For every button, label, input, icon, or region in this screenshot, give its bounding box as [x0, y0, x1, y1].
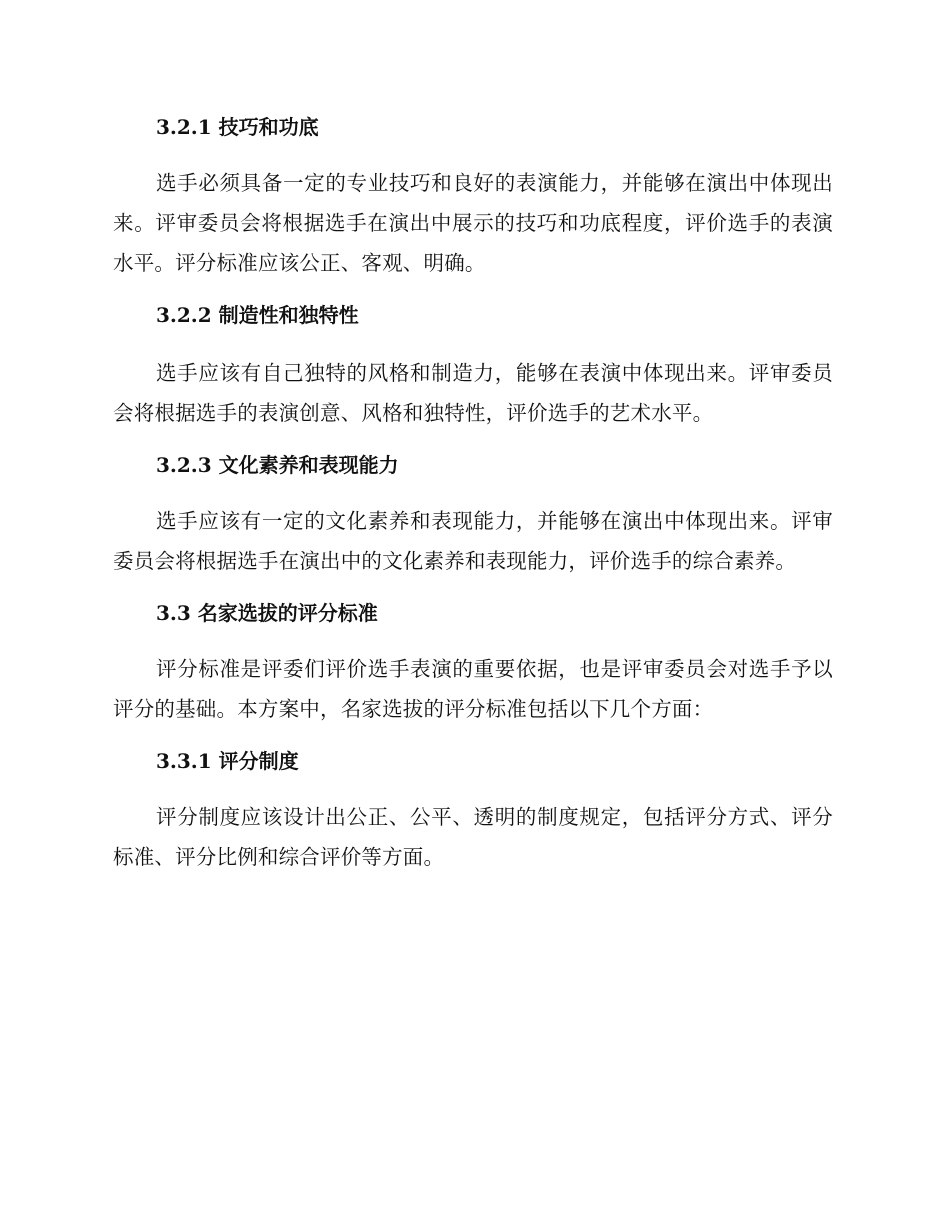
- section-paragraph-3-2-3: 选手应该有一定的文化素养和表现能力，并能够在演出中体现出来。评审委员会将根据选手在演出中的文化素养和表现能力，评价选手的综合素养。: [113, 509, 833, 573]
- document-body: [113, 108, 833, 877]
- section-heading-3-3-1: 3.3.1 评分制度: [156, 749, 299, 773]
- section-paragraph-3-3: 评分标准是评委们评价选手表演的重要依据，也是评审委员会对选手予以评分的基础。本方案中，名家选拔的评分标准包括以下几个方面：: [113, 657, 833, 721]
- section-paragraph-3-3-1: 评分制度应该设计出公正、公平、透明的制度规定，包括评分方式、评分标准、评分比例和综合评价等方面。: [113, 805, 833, 869]
- section-heading-3-3: 3.3 名家选拔的评分标准: [156, 601, 378, 625]
- section-heading-3-2-2: 3.2.2 制造性和独特性: [156, 303, 359, 327]
- section-heading-3-2-3: 3.2.3 文化素养和表现能力: [156, 453, 399, 477]
- section-paragraph-3-2-2: 选手应该有自己独特的风格和制造力，能够在表演中体现出来。评审委员会将根据选手的表演创意、风格和独特性，评价选手的艺术水平。: [113, 361, 833, 425]
- section-heading-3-2-1: 3.2.1 技巧和功底: [156, 115, 319, 139]
- section-paragraph-3-2-1: 选手必须具备一定的专业技巧和良好的表演能力，并能够在演出中体现出来。评审委员会将根据选手在演出中展示的技巧和功底程度，评价选手的表演水平。评分标准应该公正、客观、明确。: [113, 171, 833, 275]
